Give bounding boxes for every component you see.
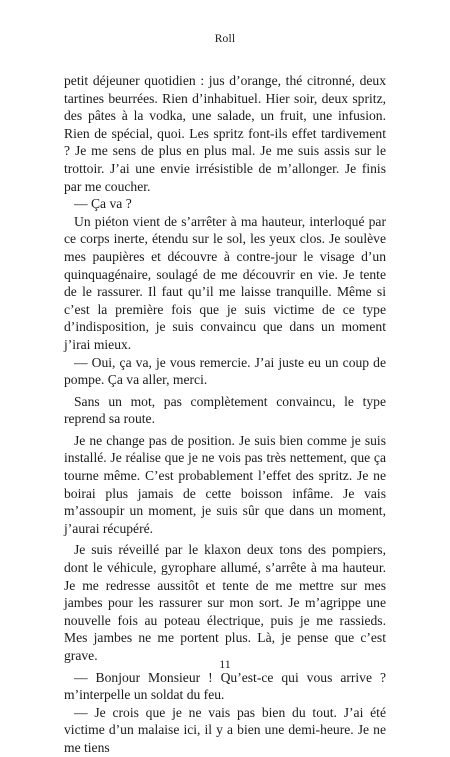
dialogue-line: — Je crois que je ne vais pas bien du tout. J’ai été victime d’un malaise ici, il y a bien une demi-heure. Je ne me tiens [64, 704, 386, 755]
dialogue-line: — Oui, ça va, je vous remercie. J’ai juste eu un coup de pompe. Ça va aller, merci. [64, 354, 386, 388]
paragraph: Sans un mot, pas complètement convaincu, le type reprend sa route. [64, 393, 386, 427]
page-body [64, 72, 386, 757]
running-title: Roll [214, 33, 236, 45]
paragraph: petit déjeuner quotidien : jus d’orange, thé citronné, deux tartines beurrées. Rien d’inhabituel. Hier soir, deux spritz, des pâtes à la vodka, une salade, un fruit, une infusion. Rien de spécial, quoi. Les spritz font-ils effet tardivement ? Je me sens de plus en plus mal. Je me suis assis sur le trottoir. J’ai une envie irrésistible de m’allonger. Je finis par me coucher. [64, 73, 386, 194]
page-number: 11 [219, 657, 231, 671]
paragraph: Je suis réveillé par le klaxon deux tons des pompiers, dont le véhicule, gyrophare allumé, s’arrête à ma hauteur. Je me redresse aussitôt et tente de me mettre sur mes jambes pour les rassurer sur mon sort. Je m’agrippe une nouvelle fois au poteau électrique, puis je me rassieds. Mes jambes ne me portent plus. Là, je pense que c’est grave. [64, 542, 386, 663]
paragraph: Je ne change pas de position. Je suis bien comme je suis installé. Je réalise que je ne vois pas très nettement, que ça tourne même. C’est probablement l’effet des spritz. Je ne boirai plus jamais de cette boisson infâme. Je vais m’assoupir un moment, je suis sûr que dans un moment, j’aurai récupéré. [64, 432, 386, 536]
dialogue-line: — Bonjour Monsieur ! Qu’est-ce qui vous arrive ? m’interpelle un soldat du feu. [64, 669, 386, 703]
paragraph: Un piéton vient de s’arrêter à ma hauteur, interloqué par ce corps inerte, étendu sur le sol, les yeux clos. Je soulève mes paupières et découvre à contre-jour le visage d’un quinquagénaire, soulagé de me découvrir en vie. Je tente de le rassurer. Il faut qu’il me laisse tranquille. Même si c’est la première fois que je suis victime de ce type d’indisposition, je suis convaincu que dans un moment j’irai mieux. [64, 213, 386, 352]
dialogue-line: — Ça va ? [74, 196, 132, 212]
